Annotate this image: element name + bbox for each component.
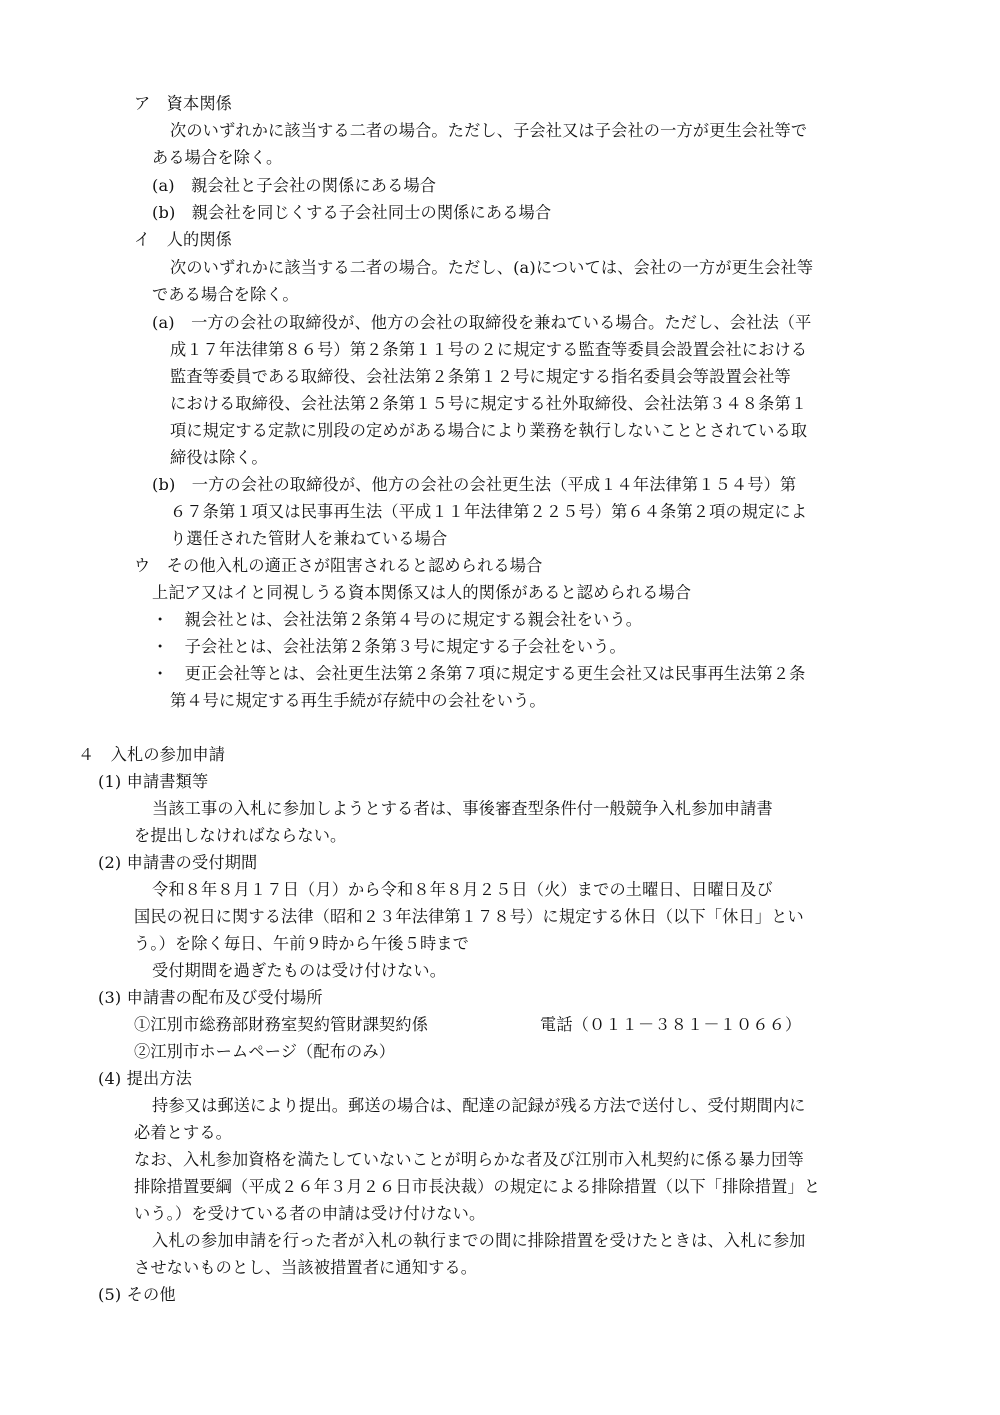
homepage-line: ②江別市ホームページ（配布のみ）: [134, 1042, 396, 1061]
list-item: (a) 親会社と子会社の関係にある場合: [152, 176, 437, 195]
list-item: (b) 一方の会社の取締役が、他方の会社の会社更生法（平成１４年法律第１５４号）第: [152, 475, 797, 494]
paragraph-line: 受付期間を過ぎたものは受け付けない。: [152, 961, 447, 980]
list-item-continued: ６７条第１項又は民事再生法（平成１１年法律第２２５号）第６４条第２項の規定によ: [170, 502, 808, 521]
paragraph-line: ある場合を除く。: [152, 148, 283, 167]
paragraph-line: いう。）を受けている者の申請は受け付けない。: [134, 1204, 486, 1223]
list-item: (b) 親会社を同じくする子会社同士の関係にある場合: [152, 203, 552, 222]
bullet-item: ・ 子会社とは、会社法第２条第３号に規定する子会社をいう。: [152, 637, 626, 656]
paragraph-line: 令和８年８月１７日（月）から令和８年８月２５日（火）までの土曜日、日曜日及び: [152, 880, 773, 899]
subsection-heading: (3) 申請書の配布及び受付場所: [98, 988, 323, 1007]
paragraph-line: 当該工事の入札に参加しようとする者は、事後審査型条件付一般競争入札参加申請書: [152, 799, 773, 818]
list-item-continued: 締役は除く。: [170, 448, 268, 467]
paragraph-line: 上記ア又はイと同視しうる資本関係又は人的関係があると認められる場合: [152, 583, 692, 602]
subsection-heading: (5) その他: [98, 1285, 176, 1304]
heading-other-cases: ウ その他入札の適正さが阻害されると認められる場合: [134, 556, 543, 575]
paragraph-line: 次のいずれかに該当する二者の場合。ただし、(a)については、会社の一方が更生会社等: [170, 258, 814, 277]
bullet-item: ・ 更正会社等とは、会社更生法第２条第７項に規定する更生会社又は民事再生法第２条: [152, 664, 806, 683]
bullet-item: ・ 親会社とは、会社法第２条第４号のに規定する親会社をいう。: [152, 610, 643, 629]
subsection-heading: (4) 提出方法: [98, 1069, 193, 1088]
section-heading: ４ 入札の参加申請: [78, 745, 226, 764]
office-phone: 電話（０１１－３８１－１０６６）: [540, 1015, 802, 1034]
office-name: ①江別市総務部財務室契約管財課契約係: [134, 1015, 429, 1034]
paragraph-line: 次のいずれかに該当する二者の場合。ただし、子会社又は子会社の一方が更生会社等で: [170, 121, 808, 140]
heading-capital-relation: ア 資本関係: [134, 94, 233, 113]
paragraph-line: 持参又は郵送により提出。郵送の場合は、配達の記録が残る方法で送付し、受付期間内に: [152, 1096, 806, 1115]
subsection-heading: (1) 申請書類等: [98, 772, 209, 791]
list-item-continued: り選任された管財人を兼ねている場合: [170, 529, 448, 548]
paragraph-line: である場合を除く。: [152, 285, 299, 304]
paragraph-line: 入札の参加申請を行った者が入札の執行までの間に排除措置を受けたときは、入札に参加: [152, 1231, 806, 1250]
list-item-continued: における取締役、会社法第２条第１５号に規定する社外取締役、会社法第３４８条第１: [170, 394, 808, 413]
list-item-continued: 項に規定する定款に別段の定めがある場合により業務を執行しないこととされている取: [170, 421, 808, 440]
list-item-continued: 監査等委員である取締役、会社法第２条第１２号に規定する指名委員会等設置会社等: [170, 367, 791, 386]
paragraph-line: なお、入札参加資格を満たしていないことが明らかな者及び江別市入札契約に係る暴力団等: [134, 1150, 804, 1169]
bullet-item-continued: 第４号に規定する再生手続が存続中の会社をいう。: [170, 691, 546, 710]
heading-personnel-relation: イ 人的関係: [134, 230, 233, 249]
paragraph-line: を提出しなければならない。: [134, 826, 347, 845]
subsection-heading: (2) 申請書の受付期間: [98, 853, 258, 872]
list-item-continued: 成１７年法律第８６号）第２条第１１号の２に規定する監査等委員会設置会社における: [170, 340, 808, 359]
paragraph-line: 排除措置要綱（平成２６年３月２６日市長決裁）の規定による排除措置（以下「排除措置」と: [134, 1177, 821, 1196]
list-item: (a) 一方の会社の取締役が、他方の会社の取締役を兼ねている場合。ただし、会社法（平: [152, 313, 812, 332]
paragraph-line: 必着とする。: [134, 1123, 233, 1142]
paragraph-line: 国民の祝日に関する法律（昭和２３年法律第１７８号）に規定する休日（以下「休日」とい: [134, 907, 804, 926]
paragraph-line: う。）を除く毎日、午前９時から午後５時まで: [134, 934, 469, 953]
paragraph-line: させないものとし、当該被措置者に通知する。: [134, 1258, 478, 1277]
